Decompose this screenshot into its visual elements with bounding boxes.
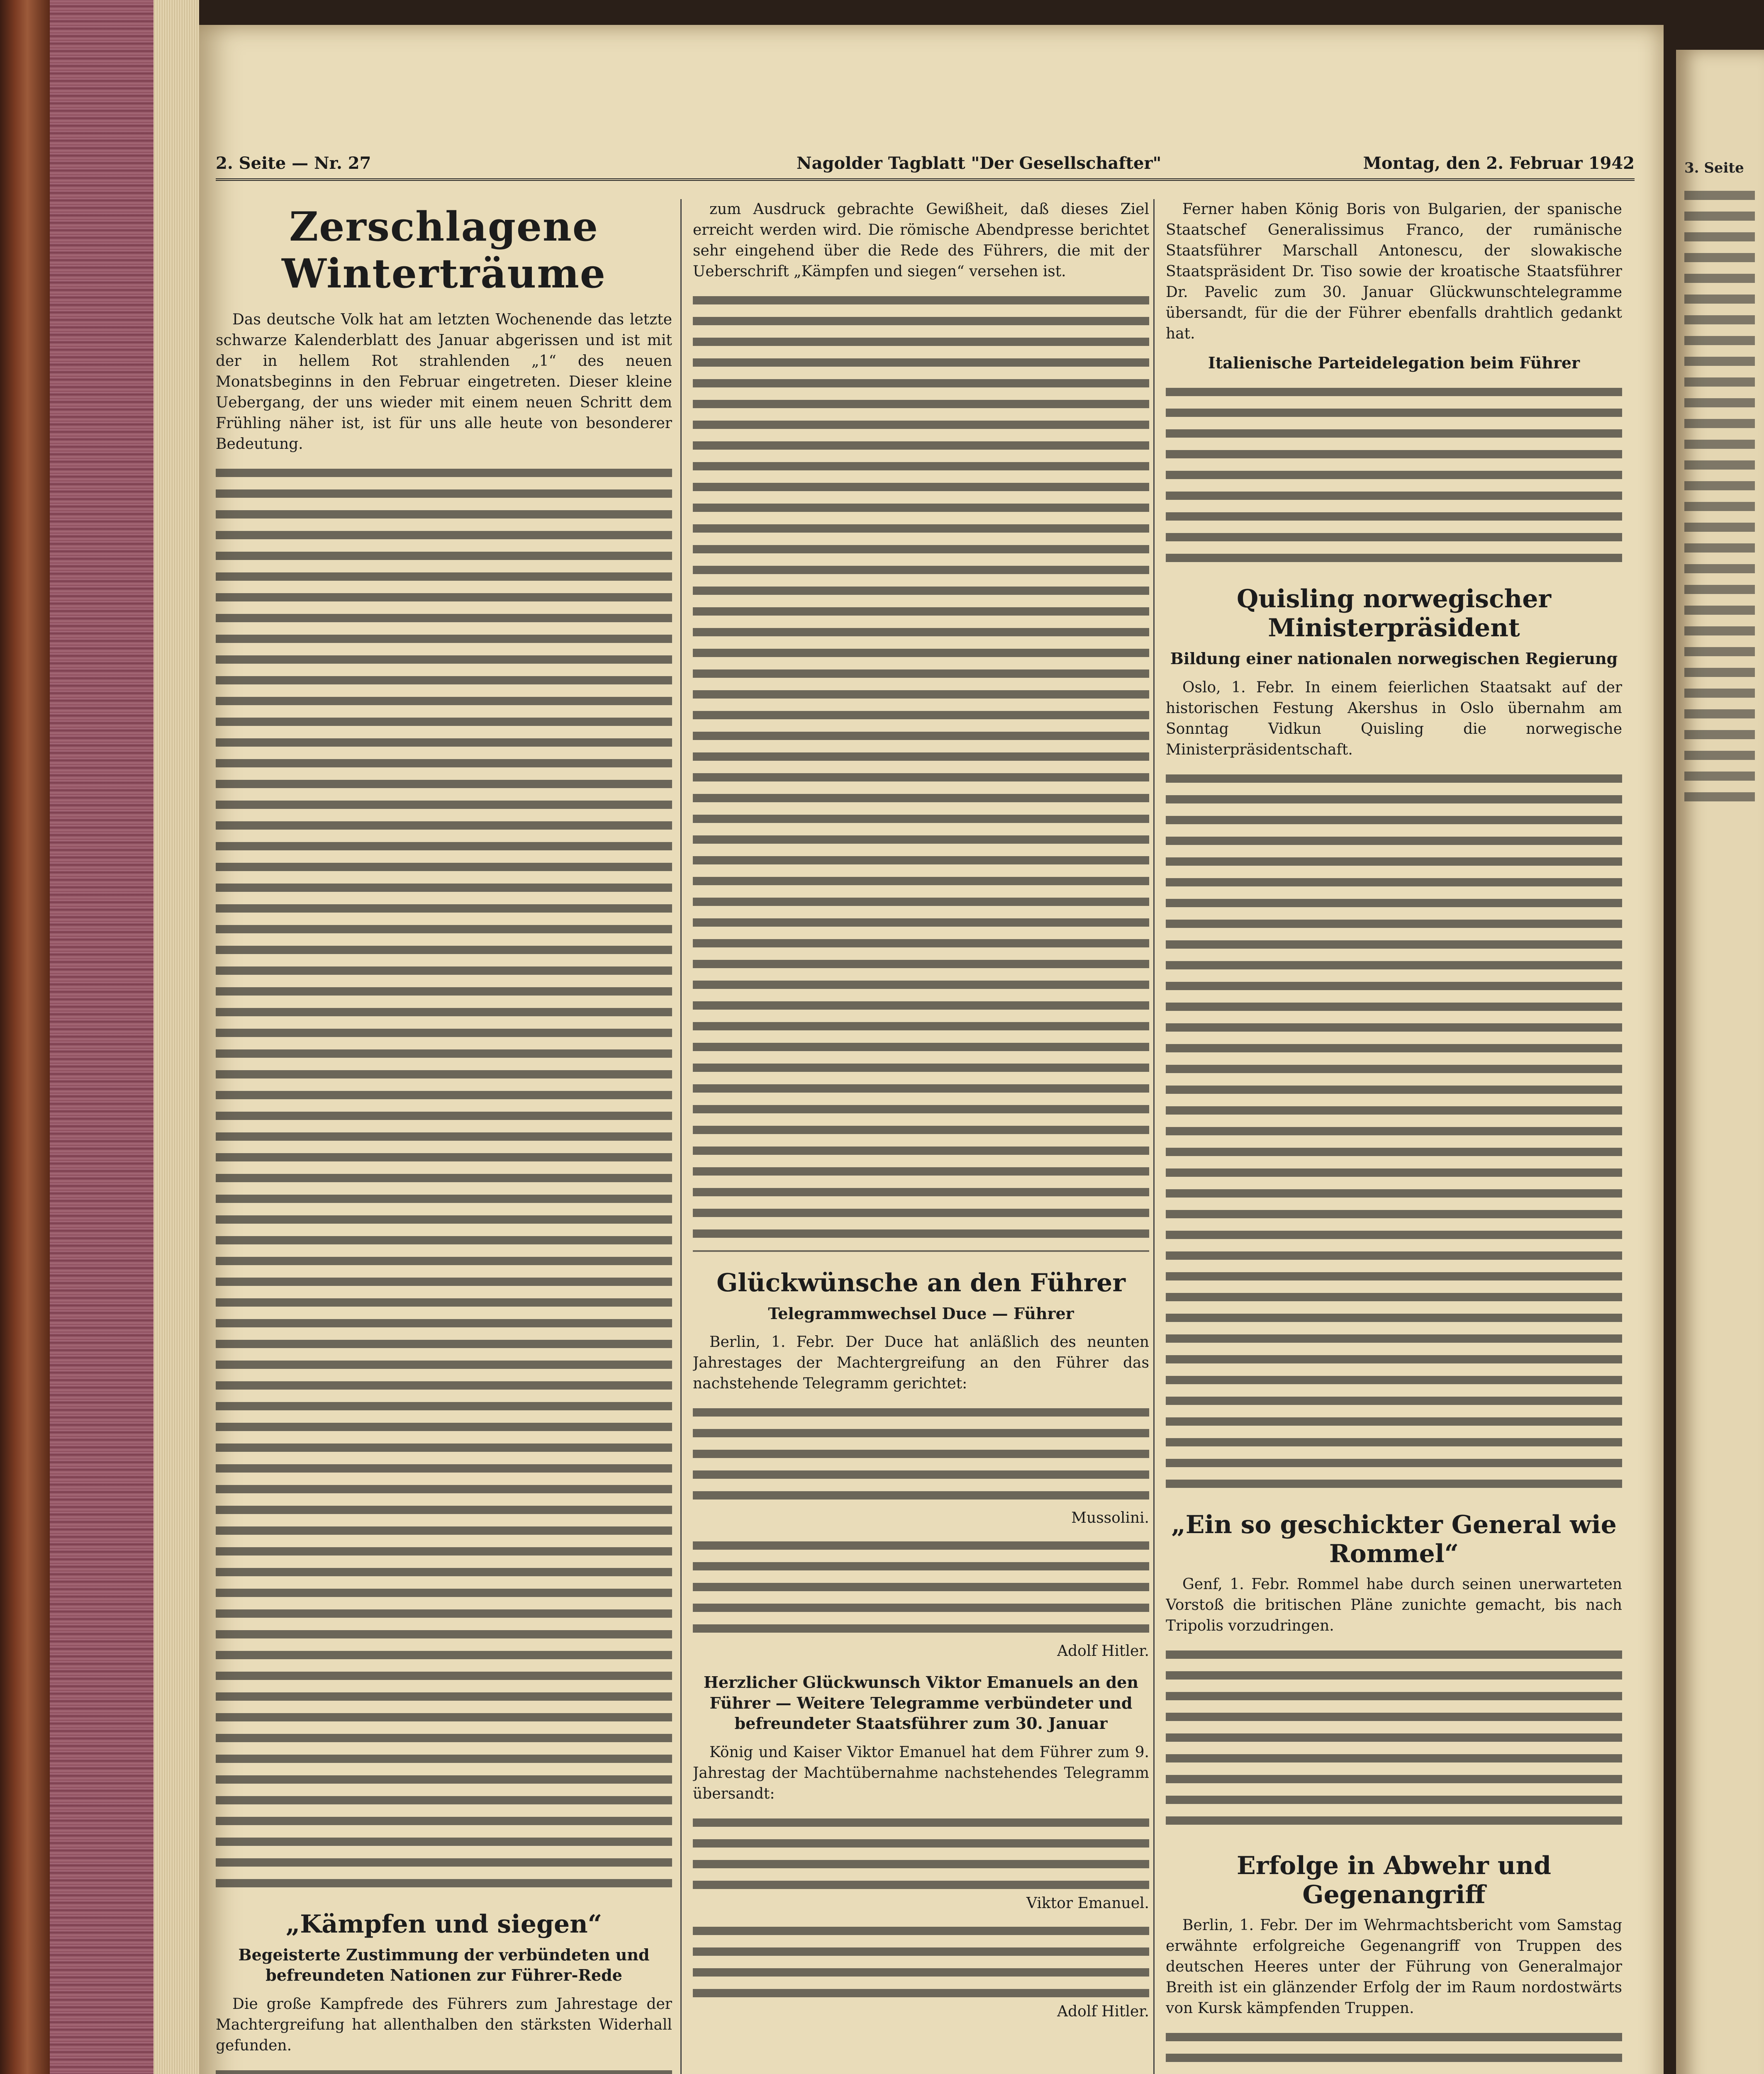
signature: Adolf Hitler. — [1057, 1643, 1149, 1660]
text-line — [1684, 377, 1755, 387]
newspaper-page — [199, 25, 1664, 2074]
section-headline: Erfolge in Abwehr und Gegenangriff — [1237, 1851, 1551, 1909]
section-headline: „Ein so geschickter General wie Rommel“ — [1171, 1510, 1617, 1568]
column-3 — [1166, 199, 1622, 2074]
text-line — [1684, 585, 1755, 594]
column-rule — [1153, 199, 1155, 2074]
article-intro: Das deutsche Volk hat am letzten Wochenende das letzte schwarze Kalenderblatt des Januar abgerissen und ist mit der in hellem Rot strahlenden „1“ des neuen Monatsbeginns in den Februar eingetreten. Dieser kleine Uebergang, der uns wieder mit einem neuen Schritt dem Frühling näher ist, ist für uns alle heute von besonderer Bedeutung. — [216, 311, 672, 453]
page-number: 2. Seite — Nr. 27 — [216, 153, 371, 173]
column-rule — [680, 199, 682, 2074]
text-line — [1684, 730, 1755, 739]
article-body-text — [216, 462, 672, 1893]
page-header — [216, 149, 1635, 181]
section-subheadline: Telegrammwechsel Duce — Führer — [768, 1304, 1074, 1323]
signature: Viktor Emanuel. — [1026, 1894, 1149, 1912]
section-headline: „Kämpfen und siegen“ — [285, 1910, 602, 1939]
text-line — [1684, 191, 1755, 200]
section-subheadline: Begeisterte Zustimmung der verbündeten und befreundeten Nationen zur Führer-Rede — [238, 1945, 650, 1985]
text-line — [1684, 523, 1755, 532]
text-line — [1684, 336, 1755, 345]
section-text: Oslo, 1. Febr. In einem feierlichen Staatsakt auf der historischen Festung Akershus in Oslo übernahm am Sonntag Vidkun Quisling die norwegische Ministerpräsidentschaft. — [1166, 679, 1622, 758]
page-stack-edge — [153, 0, 199, 2074]
text-line — [1684, 647, 1755, 656]
telegram-text — [693, 1920, 1149, 2003]
text-line — [1684, 295, 1755, 304]
text-line — [1684, 502, 1755, 511]
text-line — [1684, 772, 1755, 781]
section-headline: Glückwünsche an den Führer — [716, 1268, 1126, 1297]
text-line — [1684, 689, 1755, 698]
text-line — [1684, 398, 1755, 407]
telegram-text — [693, 1535, 1149, 1643]
section-text: Berlin, 1. Febr. Der im Wehrmachtsbericht vom Samstag erwähnte erfolgreiche Gegenangriff von Truppen des deutschen Heeres unter der Führung von Generalmajor Breith ist ein glänzender Erfolg der im Raum nordostwärts von Kursk kämpfenden Truppen. — [1166, 1916, 1622, 2017]
article-continuation: Ferner haben König Boris von Bulgarien, der spanische Staatschef Generalissimus Franco, der rumänische Staatsführer Marschall Antonescu, der slowakische Staatspräsident Dr. Tiso sowie der kroatische Staatsführer Dr. Pavelic zum 30. Januar Glückwunschtelegramme übersandt, für die der Führer ebenfalls drahtlich gedankt hat. — [1166, 201, 1622, 342]
text-line — [1684, 668, 1755, 677]
text-line — [1684, 232, 1755, 241]
text-line — [1684, 419, 1755, 428]
text-line — [1684, 253, 1755, 262]
text-line — [1684, 543, 1755, 553]
article-continuation: zum Ausdruck gebrachte Gewißheit, daß dieses Ziel erreicht werden wird. Die römische Abendpresse berichtet sehr eingehend über die Rede des Führers, die mit der Ueberschrift „Kämpfen und siegen“ versehen ist. — [693, 201, 1149, 280]
signature: Adolf Hitler. — [1057, 2003, 1149, 2020]
article-body-text — [693, 290, 1149, 1252]
book-binding-edge — [0, 0, 50, 2074]
issue-date: Montag, den 2. Februar 1942 — [1363, 153, 1635, 173]
adjacent-page — [1676, 50, 1764, 2074]
section-text: Die große Kampfrede des Führers zum Jahrestage der Machtergreifung hat allenthalben den stärksten Widerhall gefunden. — [216, 1995, 672, 2054]
section-text: König und Kaiser Viktor Emanuel hat dem Führer zum 9. Jahrestag der Machtübernahme nachstehendes Telegramm übersandt: — [693, 1743, 1149, 1802]
text-line — [1684, 481, 1755, 490]
article-body-text — [1166, 768, 1622, 1494]
binding-cloth — [50, 0, 153, 2074]
section-headline: Quisling norwegischer Ministerpräsident — [1236, 584, 1552, 643]
text-line — [1684, 709, 1755, 718]
adjacent-page-header: 3. Seite — [1684, 160, 1744, 176]
text-line — [1684, 751, 1755, 760]
article-body-text — [1166, 2026, 1622, 2074]
signature: Mussolini. — [1071, 1509, 1149, 1527]
section-text: Berlin, 1. Febr. Der Duce hat anläßlich des neunten Jahrestages der Machtergreifung an den Führer das nachstehende Telegramm gerichtet: — [693, 1334, 1149, 1392]
text-line — [1684, 315, 1755, 324]
column-1 — [216, 199, 672, 2074]
text-line — [1684, 274, 1755, 283]
text-line — [1684, 460, 1755, 470]
telegram-text — [693, 1402, 1149, 1509]
article-body-text — [216, 2064, 672, 2074]
text-line — [1684, 792, 1755, 801]
main-headline: Zerschlagene Winterträume — [282, 203, 606, 297]
section-subheadline: Bildung einer nationalen norwegischen Regierung — [1170, 649, 1618, 668]
telegram-text — [693, 1812, 1149, 1895]
newspaper-title: Nagolder Tagblatt "Der Gesellschafter" — [797, 153, 1162, 173]
article-body-text — [1166, 1644, 1622, 1835]
text-line — [1684, 626, 1755, 635]
text-line — [1684, 357, 1755, 366]
text-line — [1684, 564, 1755, 573]
section-text: Genf, 1. Febr. Rommel habe durch seinen unerwarteten Vorstoß die britischen Pläne zunichte gemacht, bis nach Tripolis vorzudringen. — [1166, 1575, 1622, 1634]
text-line — [1684, 212, 1755, 221]
text-line — [1684, 440, 1755, 449]
text-line — [1684, 606, 1755, 615]
article-body-text — [1166, 381, 1622, 568]
section-subheadline: Italienische Parteidelegation beim Führer — [1208, 353, 1580, 372]
column-2 — [693, 199, 1149, 2074]
section-subheadline: Herzlicher Glückwunsch Viktor Emanuels an den Führer — Weitere Telegramme verbündeter und befreundeter Staatsführer zum 30. Januar — [704, 1673, 1138, 1733]
